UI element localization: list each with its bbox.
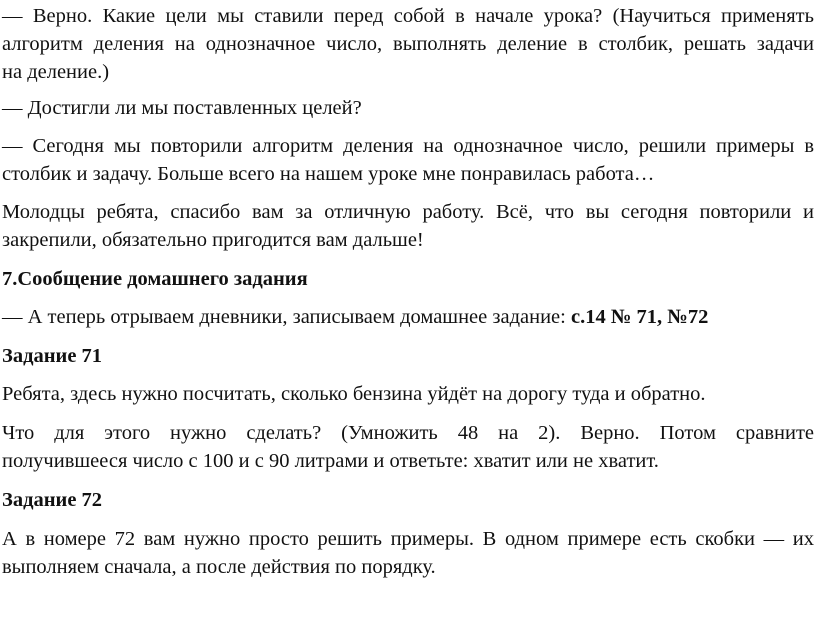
homework-instruction: — А теперь отрываем дневники, записываем домашнее задание: (2, 306, 571, 328)
heading-task-71: Задание 71 (2, 345, 103, 367)
paragraph-question: — Достигли ли мы поставленных целей? (2, 97, 362, 119)
heading-homework: 7.Сообщение домашнего задания (2, 268, 308, 290)
paragraph-task-71-line-1: Что для этого нужно сделать? (Умножить 48 на 2). Верно. Потом сравните (2, 422, 814, 444)
paragraph-summary-line-1: — Сегодня мы повторили алгоритм деления на однозначное число, решили примеры в (2, 135, 814, 157)
homework-assignment: с.14 № 71, №72 (570, 306, 709, 328)
paragraph-task-72-line-1: А в номере 72 вам нужно просто решить примеры. В одном примере есть скобки — их (2, 528, 814, 550)
paragraph-goals-line-3: на деление.) (2, 61, 110, 83)
paragraph-goals-line-2: алгоритм деления на однозначное число, выполнять деление в столбик, решать задачи (2, 33, 814, 55)
paragraph-summary-line-2: столбик и задачу. Больше всего на нашем уроке мне понравилась работа… (2, 163, 655, 185)
paragraph-goals-line-1: — Верно. Какие цели мы ставили перед собой в начале урока? (Научиться применять (2, 5, 814, 27)
paragraph-homework (2, 305, 814, 329)
paragraph-task-71-line-2: получившееся число с 100 и с 90 литрами и ответьте: хватит или не хватит. (2, 450, 659, 472)
paragraph-task-71-intro: Ребята, здесь нужно посчитать, сколько бензина уйдёт на дорогу туда и обратно. (2, 383, 706, 405)
paragraph-task-72-line-2: выполняем сначала, а после действия по порядку. (2, 556, 436, 578)
heading-task-72: Задание 72 (2, 489, 103, 511)
paragraph-praise-line-1: Молодцы ребята, спасибо вам за отличную работу. Всё, что вы сегодня повторили и (2, 201, 814, 223)
paragraph-praise-line-2: закрепили, обязательно пригодится вам дальше! (2, 229, 424, 251)
